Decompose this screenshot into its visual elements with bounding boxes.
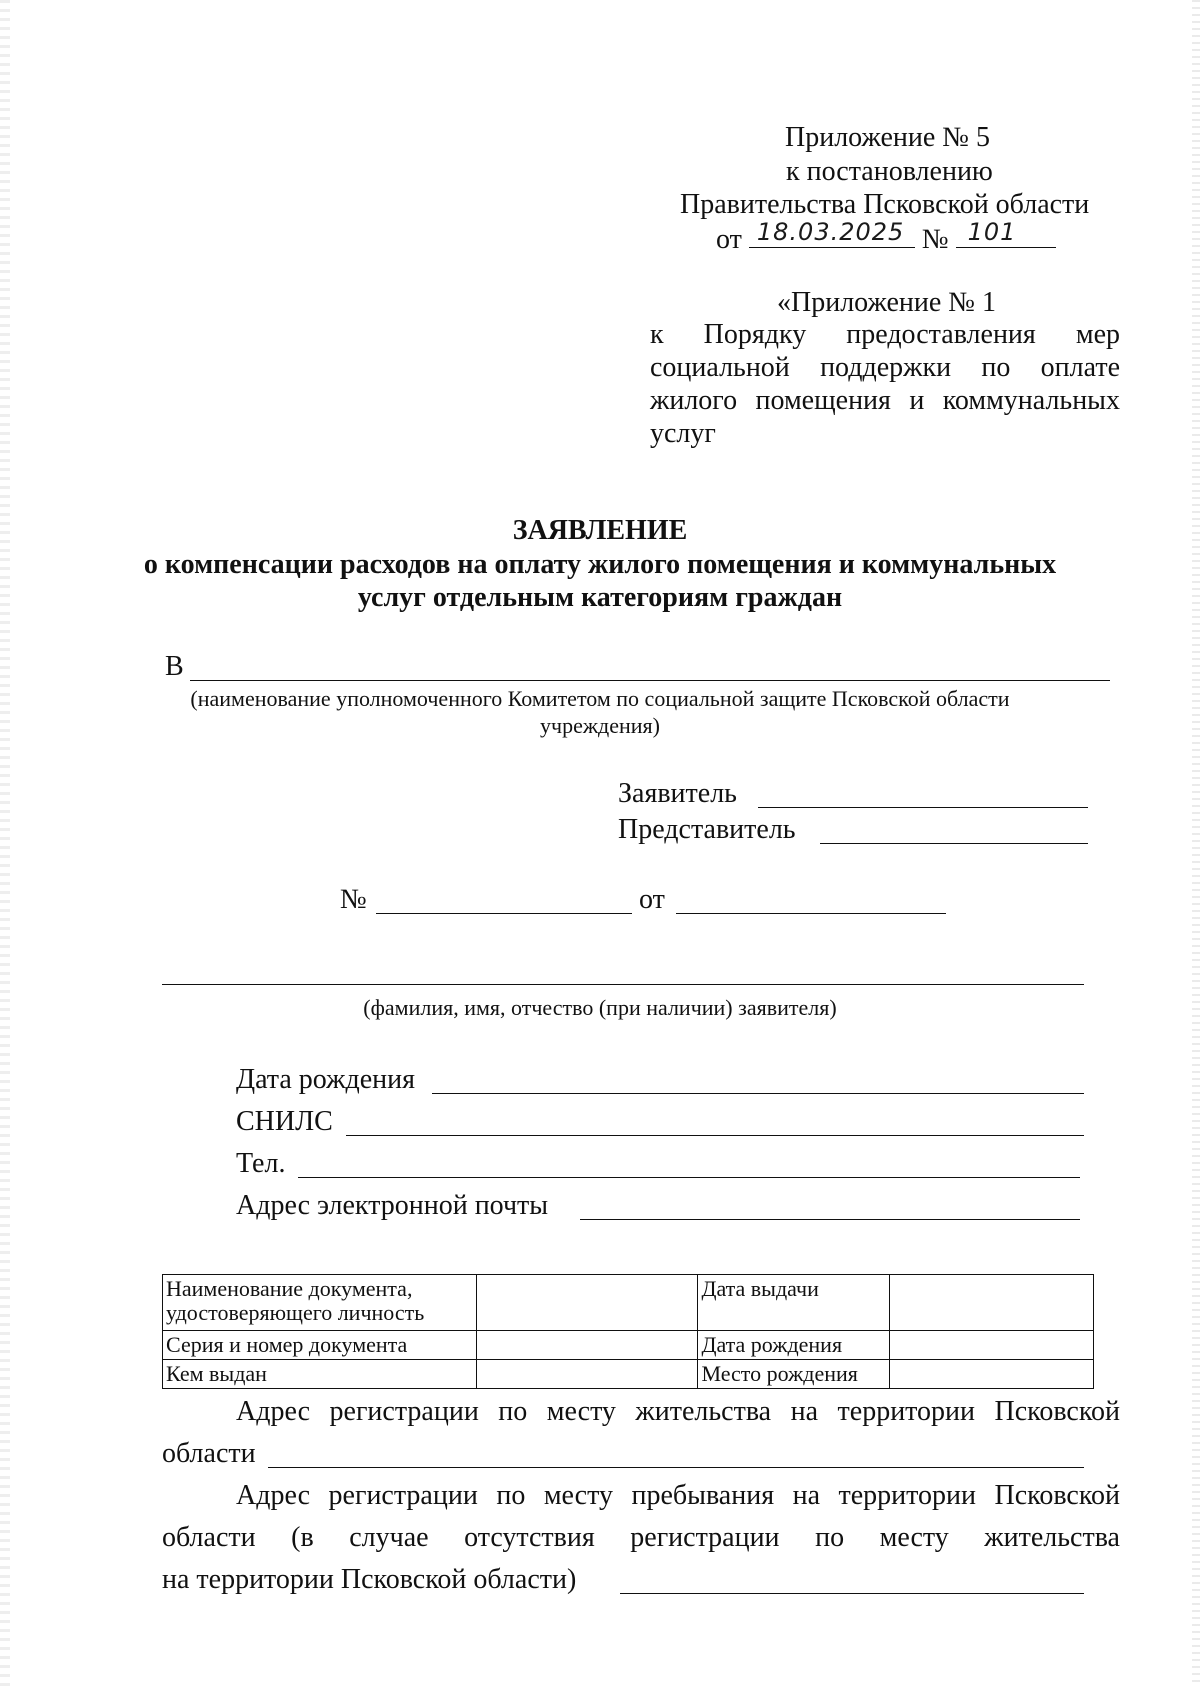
residence-address-line2: области [162,1438,256,1469]
document-subtitle-line2: услуг отдельным категориям граждан [357,582,843,613]
appendix-ref-line4: жилого помещения и коммунальных [650,385,1120,416]
recipient-field[interactable] [190,654,1110,681]
appendix-line3: Правительства Псковской области [680,189,1090,220]
recipient-caption1: (наименование уполномоченного Комитетом по социальной защите Псковской области [190,686,1010,711]
identity-document-table [162,1274,1094,1389]
scan-edge-right [1192,0,1200,1686]
residence-address-line1: Адрес регистрации по месту жительства на территории Псковской [236,1396,1120,1427]
issued-by-cell[interactable] [476,1360,698,1389]
fio-field[interactable] [162,958,1084,985]
reg-date-field[interactable] [676,887,946,914]
table-row [163,1360,1094,1389]
appendix-line2: к постановлению [786,156,993,187]
phone-field[interactable] [298,1151,1080,1178]
table-row [163,1331,1094,1360]
stay-address-line1: Адрес регистрации по месту пребывания на территории Псковской [236,1480,1120,1511]
reg-from-label: от [639,884,665,915]
date-field[interactable] [749,218,915,248]
email-field[interactable] [580,1193,1080,1220]
doc-series-cell[interactable] [476,1331,698,1360]
doc-name-label: Наименование документа, удостоверяющего личность [163,1275,477,1331]
snils-field[interactable] [346,1109,1084,1136]
number-field[interactable] [956,218,1056,248]
appendix-ref-line3: социальной поддержки по оплате [650,352,1120,383]
birth-date-label: Дата рождения [236,1064,415,1095]
number-label: № [921,224,949,255]
appendix-ref-line5: услуг [650,418,716,449]
recipient-caption2: учреждения) [540,713,660,738]
table-row [163,1275,1094,1331]
table-birth-date-cell[interactable] [890,1331,1094,1360]
issue-date-cell[interactable] [890,1275,1094,1331]
appendix-date-line [716,218,1056,257]
document-title: ЗАЯВЛЕНИЕ [512,515,688,546]
date-handwritten: 18.03.2025 [756,218,905,246]
number-handwritten: 101 [967,218,1017,246]
reg-number-label: № [340,884,367,915]
appendix-ref-line1: «Приложение № 1 [777,287,996,318]
applicant-field[interactable] [758,781,1088,808]
stay-address-field[interactable] [620,1567,1084,1594]
birth-place-cell[interactable] [890,1360,1094,1389]
from-label: от [716,224,742,255]
scan-edge-left [0,0,10,1686]
birth-place-label: Место рождения [698,1360,890,1389]
appendix-line1: Приложение № 5 [785,122,990,153]
email-label: Адрес электронной почты [236,1190,549,1221]
doc-series-label: Серия и номер документа [163,1331,477,1360]
document-subtitle-line1: о компенсации расходов на оплату жилого помещения и коммунальных [143,549,1057,580]
issue-date-label: Дата выдачи [698,1275,890,1331]
doc-name-cell[interactable] [476,1275,698,1331]
table-birth-date-label: Дата рождения [698,1331,890,1360]
stay-address-line2: области (в случае отсутствия регистрации по месту жительства [162,1522,1120,1553]
fio-caption: (фамилия, имя, отчество (при наличии) заявителя) [363,995,837,1020]
representative-field[interactable] [820,817,1088,844]
appendix-ref-line2: к Порядку предоставления мер [650,319,1120,350]
recipient-prefix: В [165,651,184,682]
phone-label: Тел. [236,1148,286,1179]
representative-label: Представитель [618,814,796,845]
snils-label: СНИЛС [236,1106,333,1137]
issued-by-label: Кем выдан [163,1360,477,1389]
birth-date-field[interactable] [432,1067,1084,1094]
applicant-label: Заявитель [618,778,737,809]
stay-address-line3: на территории Псковской области) [162,1564,577,1595]
residence-address-field[interactable] [268,1441,1084,1468]
reg-number-field[interactable] [376,887,632,914]
